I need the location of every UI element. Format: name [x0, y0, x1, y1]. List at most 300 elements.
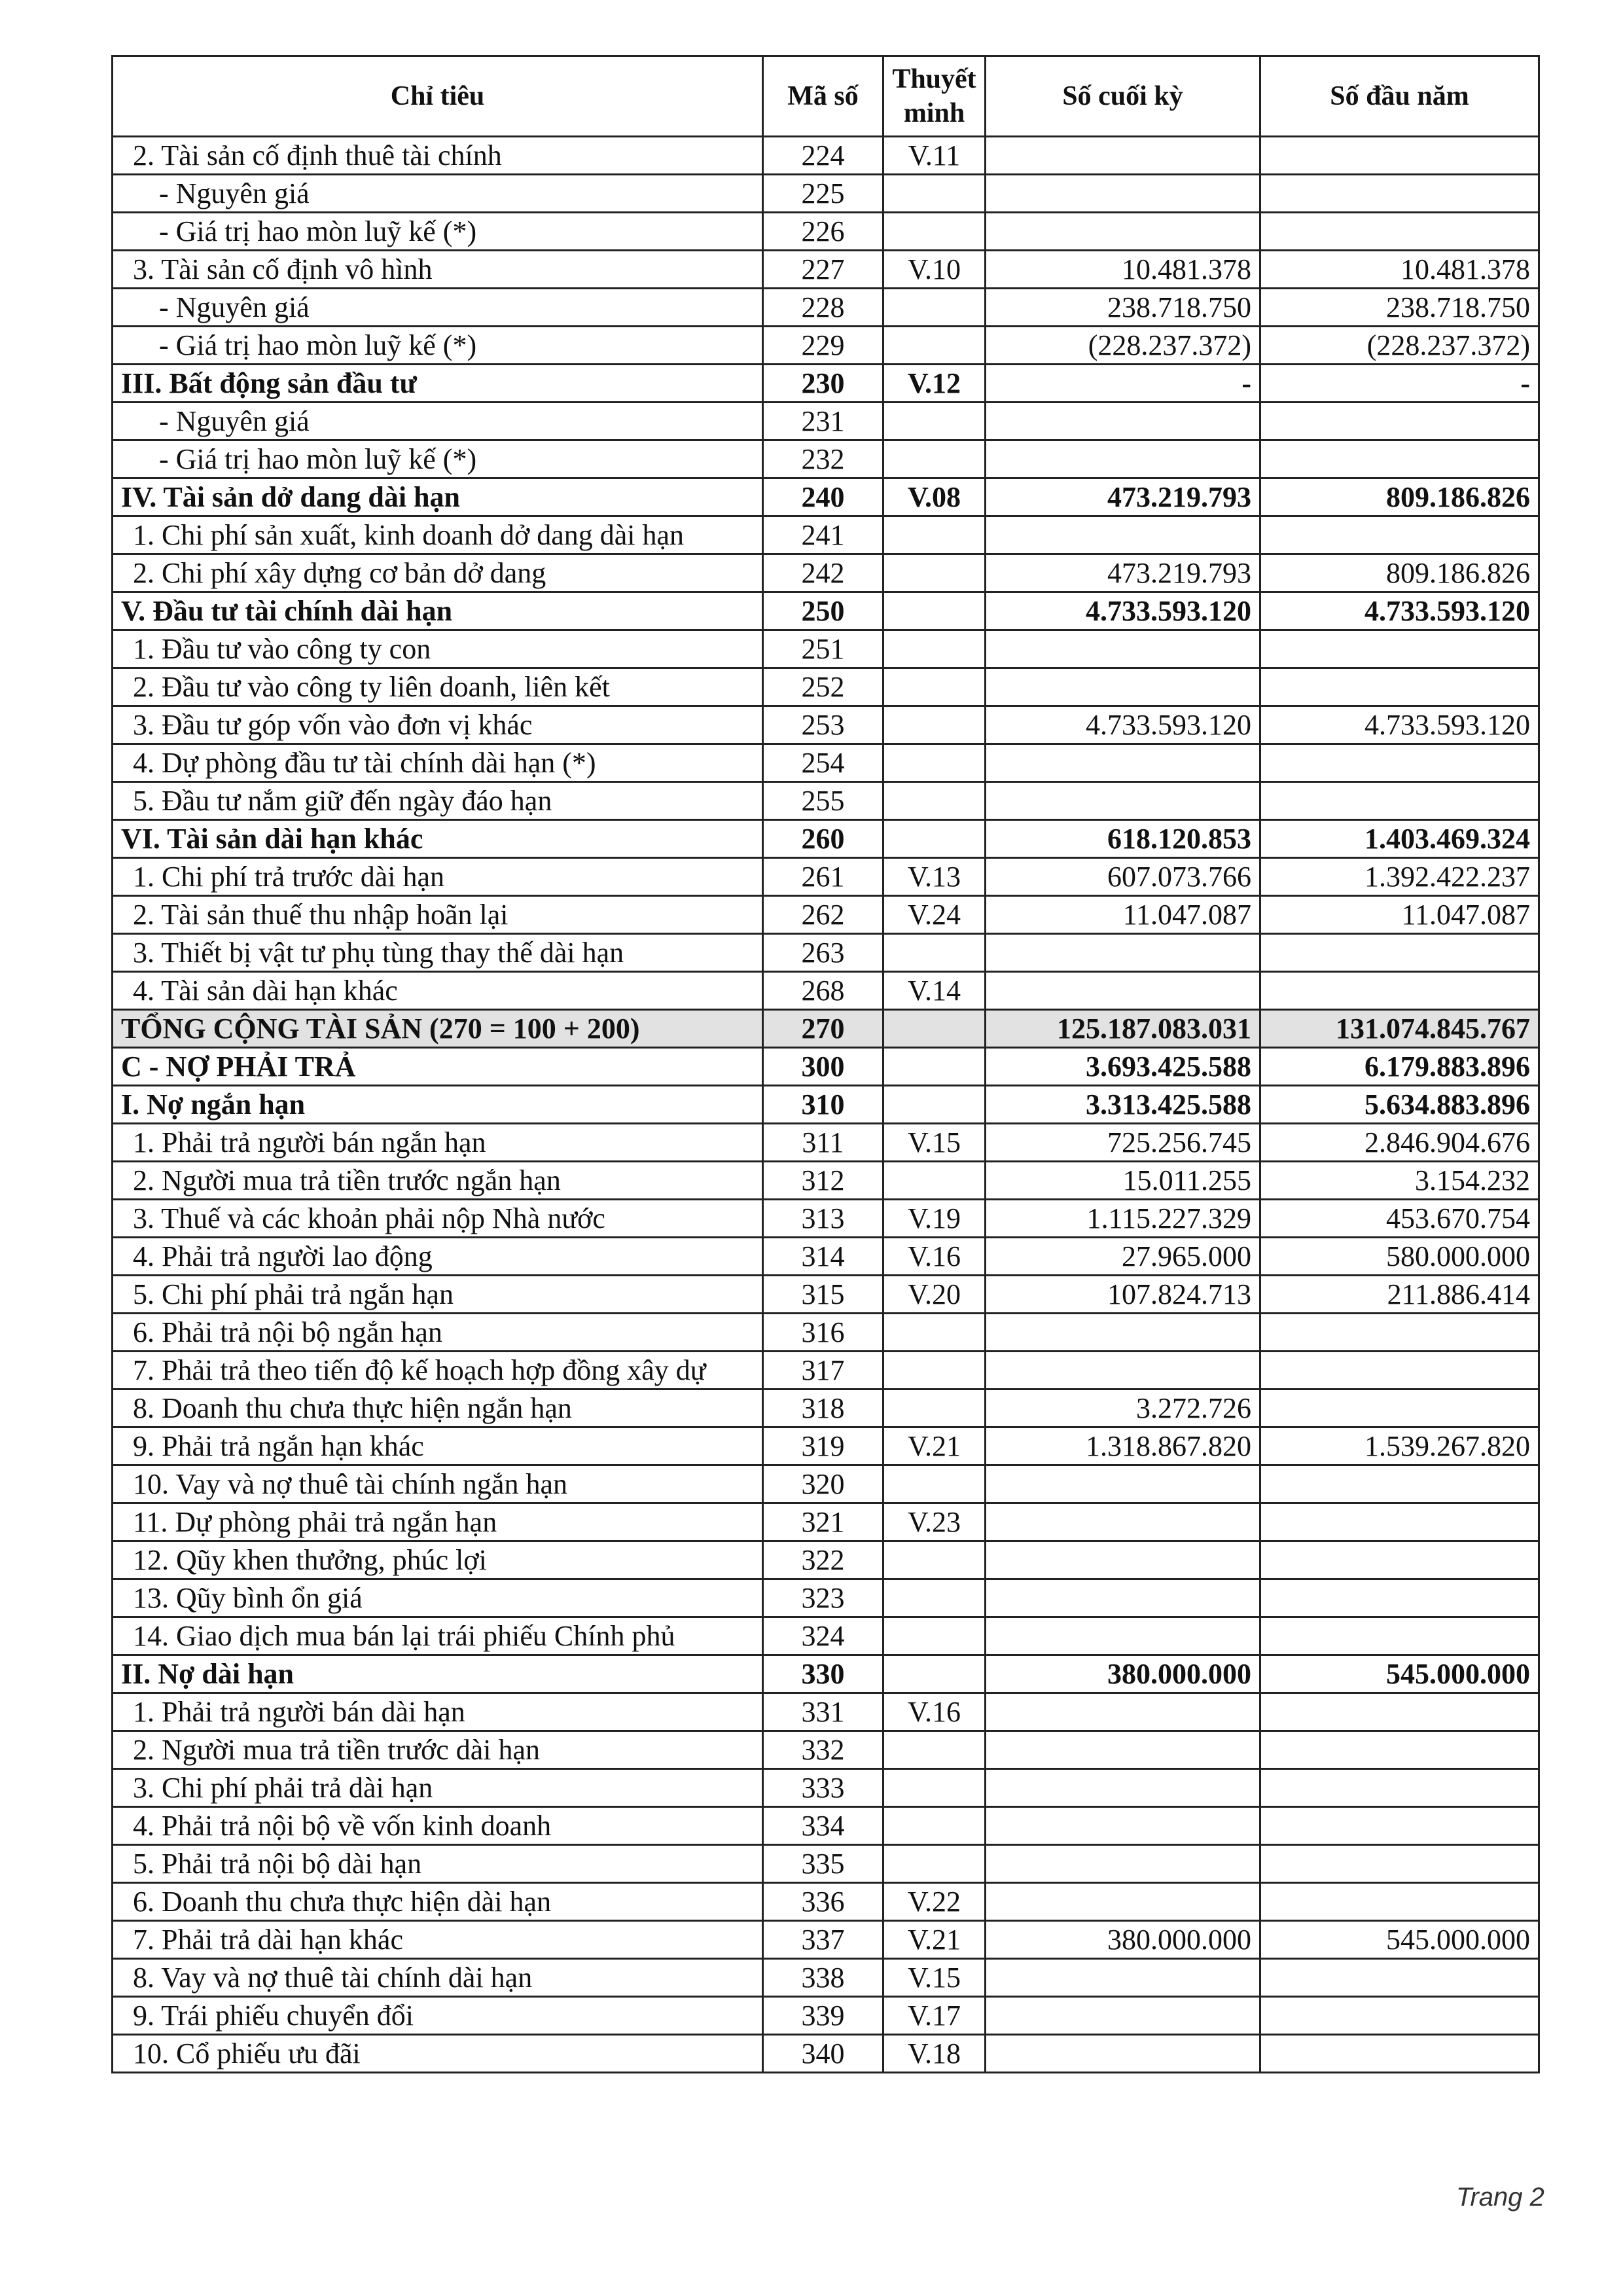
row-start-value	[1260, 1997, 1539, 2035]
row-end-value: 15.011.255	[986, 1162, 1260, 1200]
row-code: 313	[763, 1200, 883, 1238]
row-label: - Nguyên giá	[113, 403, 763, 440]
row-start-value: 4.733.593.120	[1260, 706, 1539, 744]
row-start-value	[1260, 1731, 1539, 1769]
row-label: 10. Vay và nợ thuê tài chính ngắn hạn	[113, 1465, 763, 1503]
row-start-value	[1260, 1465, 1539, 1503]
row-start-value	[1260, 1769, 1539, 1807]
row-code: 229	[763, 327, 883, 365]
row-start-value	[1260, 213, 1539, 251]
row-label: 5. Đầu tư nắm giữ đến ngày đáo hạn	[113, 782, 763, 820]
row-code: 318	[763, 1390, 883, 1427]
row-label: 1. Phải trả người bán dài hạn	[113, 1693, 763, 1731]
row-code: 311	[763, 1124, 883, 1162]
row-start-value	[1260, 1503, 1539, 1541]
table-row	[113, 1427, 1539, 1465]
row-note	[883, 213, 986, 251]
row-start-value	[1260, 1807, 1539, 1845]
row-code: 251	[763, 630, 883, 668]
row-note: V.08	[883, 478, 986, 516]
row-start-value	[1260, 972, 1539, 1010]
row-label: 1. Phải trả người bán ngắn hạn	[113, 1124, 763, 1162]
table-row	[113, 706, 1539, 744]
row-label: 2. Tài sản thuế thu nhập hoãn lại	[113, 896, 763, 934]
row-label: 1. Chi phí trả trước dài hạn	[113, 858, 763, 896]
row-note: V.21	[883, 1921, 986, 1959]
row-end-value	[986, 440, 1260, 478]
row-note: V.23	[883, 1503, 986, 1541]
row-end-value: 380.000.000	[986, 1921, 1260, 1959]
row-start-value	[1260, 744, 1539, 782]
row-end-value: 125.187.083.031	[986, 1010, 1260, 1048]
row-code: 250	[763, 592, 883, 630]
row-end-value	[986, 1579, 1260, 1617]
row-note: V.17	[883, 1997, 986, 2035]
row-label: 9. Phải trả ngắn hạn khác	[113, 1427, 763, 1465]
table-row	[113, 1997, 1539, 2035]
table-row	[113, 137, 1539, 175]
row-end-value	[986, 1314, 1260, 1352]
row-label: 4. Phải trả nội bộ về vốn kinh doanh	[113, 1807, 763, 1845]
table-row	[113, 782, 1539, 820]
row-label: - Giá trị hao mòn luỹ kế (*)	[113, 440, 763, 478]
row-note	[883, 630, 986, 668]
table-row	[113, 1617, 1539, 1655]
row-label: III. Bất động sản đầu tư	[113, 365, 763, 403]
row-label: 2. Tài sản cố định thuê tài chính	[113, 137, 763, 175]
table-row	[113, 1655, 1539, 1693]
row-label: 9. Trái phiếu chuyển đổi	[113, 1997, 763, 2035]
row-label: 4. Tài sản dài hạn khác	[113, 972, 763, 1010]
table-row	[113, 1541, 1539, 1579]
row-end-value: 27.965.000	[986, 1238, 1260, 1276]
table-row	[113, 1200, 1539, 1238]
row-note	[883, 706, 986, 744]
row-end-value	[986, 1807, 1260, 1845]
row-note: V.18	[883, 2035, 986, 2073]
row-start-value	[1260, 934, 1539, 972]
row-note: V.15	[883, 1959, 986, 1997]
row-start-value	[1260, 516, 1539, 554]
table-row	[113, 1390, 1539, 1427]
row-end-value	[986, 403, 1260, 440]
row-start-value: 580.000.000	[1260, 1238, 1539, 1276]
row-end-value: 238.718.750	[986, 289, 1260, 327]
row-label: IV. Tài sản dở dang dài hạn	[113, 478, 763, 516]
row-start-value: (228.237.372)	[1260, 327, 1539, 365]
row-note: V.15	[883, 1124, 986, 1162]
row-start-value: 809.186.826	[1260, 554, 1539, 592]
row-start-value: 211.886.414	[1260, 1276, 1539, 1314]
row-code: 338	[763, 1959, 883, 1997]
row-label: 3. Chi phí phải trả dài hạn	[113, 1769, 763, 1807]
header-ma-so: Mã số	[763, 56, 883, 137]
row-end-value: 380.000.000	[986, 1655, 1260, 1693]
table-row	[113, 744, 1539, 782]
row-note	[883, 1048, 986, 1086]
row-end-value: 4.733.593.120	[986, 706, 1260, 744]
row-note	[883, 327, 986, 365]
table-row	[113, 1845, 1539, 1883]
table-row	[113, 1162, 1539, 1200]
row-label: 8. Doanh thu chưa thực hiện ngắn hạn	[113, 1390, 763, 1427]
row-code: 340	[763, 2035, 883, 2073]
row-note	[883, 592, 986, 630]
row-end-value	[986, 1845, 1260, 1883]
row-end-value	[986, 1352, 1260, 1390]
row-start-value: 2.846.904.676	[1260, 1124, 1539, 1162]
row-end-value	[986, 1997, 1260, 2035]
row-note: V.20	[883, 1276, 986, 1314]
row-note	[883, 1579, 986, 1617]
row-start-value: 545.000.000	[1260, 1655, 1539, 1693]
row-code: 334	[763, 1807, 883, 1845]
row-note	[883, 175, 986, 213]
row-label: 3. Thuế và các khoản phải nộp Nhà nước	[113, 1200, 763, 1238]
row-label: - Giá trị hao mòn luỹ kế (*)	[113, 213, 763, 251]
row-code: 225	[763, 175, 883, 213]
row-code: 339	[763, 1997, 883, 2035]
row-code: 253	[763, 706, 883, 744]
row-label: 2. Người mua trả tiền trước ngắn hạn	[113, 1162, 763, 1200]
row-code: 330	[763, 1655, 883, 1693]
row-code: 337	[763, 1921, 883, 1959]
row-note: V.22	[883, 1883, 986, 1921]
row-start-value	[1260, 1541, 1539, 1579]
row-end-value	[986, 1731, 1260, 1769]
row-code: 226	[763, 213, 883, 251]
row-note: V.21	[883, 1427, 986, 1465]
row-end-value: -	[986, 365, 1260, 403]
row-code: 323	[763, 1579, 883, 1617]
row-end-value	[986, 1883, 1260, 1921]
row-note	[883, 1655, 986, 1693]
table-row	[113, 972, 1539, 1010]
table-row	[113, 1731, 1539, 1769]
row-code: 263	[763, 934, 883, 972]
table-row	[113, 289, 1539, 327]
row-note: V.10	[883, 251, 986, 289]
row-start-value	[1260, 1390, 1539, 1427]
table-row	[113, 213, 1539, 251]
header-row	[113, 56, 1539, 137]
row-note	[883, 403, 986, 440]
row-code: 316	[763, 1314, 883, 1352]
row-note	[883, 934, 986, 972]
table-row	[113, 1921, 1539, 1959]
row-end-value: 3.313.425.588	[986, 1086, 1260, 1124]
row-start-value: 1.539.267.820	[1260, 1427, 1539, 1465]
row-end-value: 4.733.593.120	[986, 592, 1260, 630]
row-code: 324	[763, 1617, 883, 1655]
table-row	[113, 1693, 1539, 1731]
row-end-value	[986, 137, 1260, 175]
row-label: V. Đầu tư tài chính dài hạn	[113, 592, 763, 630]
table-row	[113, 1465, 1539, 1503]
row-start-value: 545.000.000	[1260, 1921, 1539, 1959]
row-start-value: 1.392.422.237	[1260, 858, 1539, 896]
row-end-value: (228.237.372)	[986, 327, 1260, 365]
row-end-value: 11.047.087	[986, 896, 1260, 934]
row-code: 232	[763, 440, 883, 478]
row-start-value	[1260, 1693, 1539, 1731]
row-note	[883, 1465, 986, 1503]
row-label: 12. Qũy khen thưởng, phúc lợi	[113, 1541, 763, 1579]
row-code: 227	[763, 251, 883, 289]
row-code: 322	[763, 1541, 883, 1579]
row-label: 4. Phải trả người lao động	[113, 1238, 763, 1276]
row-code: 268	[763, 972, 883, 1010]
row-label: 7. Phải trả theo tiến độ kế hoạch hợp đồng xây dự	[113, 1352, 763, 1390]
row-label: 2. Đầu tư vào công ty liên doanh, liên kết	[113, 668, 763, 706]
row-start-value	[1260, 782, 1539, 820]
row-label: 6. Doanh thu chưa thực hiện dài hạn	[113, 1883, 763, 1921]
table-row	[113, 554, 1539, 592]
row-label: 10. Cổ phiếu ưu đãi	[113, 2035, 763, 2073]
row-start-value: 809.186.826	[1260, 478, 1539, 516]
row-end-value: 725.256.745	[986, 1124, 1260, 1162]
row-note	[883, 782, 986, 820]
row-label: 2. Người mua trả tiền trước dài hạn	[113, 1731, 763, 1769]
row-note	[883, 1617, 986, 1655]
row-label: TỔNG CỘNG TÀI SẢN (270 = 100 + 200)	[113, 1010, 763, 1048]
table-row	[113, 820, 1539, 858]
row-code: 320	[763, 1465, 883, 1503]
row-label: 13. Qũy bình ổn giá	[113, 1579, 763, 1617]
row-start-value: 10.481.378	[1260, 251, 1539, 289]
table-row	[113, 516, 1539, 554]
row-end-value	[986, 972, 1260, 1010]
table-row	[113, 896, 1539, 934]
row-start-value: 5.634.883.896	[1260, 1086, 1539, 1124]
row-start-value	[1260, 403, 1539, 440]
row-end-value	[986, 175, 1260, 213]
row-note: V.16	[883, 1238, 986, 1276]
row-end-value	[986, 1617, 1260, 1655]
table-row	[113, 1276, 1539, 1314]
row-label: I. Nợ ngắn hạn	[113, 1086, 763, 1124]
row-start-value: -	[1260, 365, 1539, 403]
table-row	[113, 327, 1539, 365]
row-note	[883, 1352, 986, 1390]
row-code: 331	[763, 1693, 883, 1731]
row-start-value	[1260, 1352, 1539, 1390]
row-note	[883, 1162, 986, 1200]
row-label: - Nguyên giá	[113, 289, 763, 327]
row-end-value	[986, 1541, 1260, 1579]
row-label: - Giá trị hao mòn luỹ kế (*)	[113, 327, 763, 365]
table-row	[113, 630, 1539, 668]
row-code: 228	[763, 289, 883, 327]
row-note	[883, 668, 986, 706]
row-note	[883, 1845, 986, 1883]
row-start-value: 453.670.754	[1260, 1200, 1539, 1238]
table-row	[113, 1048, 1539, 1086]
table-row	[113, 1579, 1539, 1617]
table-row	[113, 668, 1539, 706]
row-code: 300	[763, 1048, 883, 1086]
row-start-value	[1260, 1883, 1539, 1921]
row-note: V.24	[883, 896, 986, 934]
row-note	[883, 744, 986, 782]
row-code: 255	[763, 782, 883, 820]
row-code: 319	[763, 1427, 883, 1465]
row-end-value: 1.318.867.820	[986, 1427, 1260, 1465]
table-row	[113, 440, 1539, 478]
row-end-value: 473.219.793	[986, 554, 1260, 592]
row-end-value: 107.824.713	[986, 1276, 1260, 1314]
table-row	[113, 592, 1539, 630]
row-label: - Nguyên giá	[113, 175, 763, 213]
row-code: 312	[763, 1162, 883, 1200]
row-code: 314	[763, 1238, 883, 1276]
row-code: 262	[763, 896, 883, 934]
row-code: 241	[763, 516, 883, 554]
row-end-value: 607.073.766	[986, 858, 1260, 896]
row-code: 333	[763, 1769, 883, 1807]
row-start-value	[1260, 175, 1539, 213]
row-end-value	[986, 782, 1260, 820]
row-end-value	[986, 516, 1260, 554]
table-row	[113, 1503, 1539, 1541]
table-row	[113, 1124, 1539, 1162]
row-code: 231	[763, 403, 883, 440]
row-note	[883, 1541, 986, 1579]
row-end-value	[986, 1959, 1260, 1997]
row-note	[883, 289, 986, 327]
row-note: V.11	[883, 137, 986, 175]
row-end-value: 618.120.853	[986, 820, 1260, 858]
row-label: 1. Chi phí sản xuất, kinh doanh dở dang dài hạn	[113, 516, 763, 554]
row-code: 270	[763, 1010, 883, 1048]
table-row	[113, 858, 1539, 896]
row-note	[883, 1314, 986, 1352]
row-label: 14. Giao dịch mua bán lại trái phiếu Chính phủ	[113, 1617, 763, 1655]
row-code: 317	[763, 1352, 883, 1390]
table-row	[113, 1010, 1539, 1048]
row-end-value: 10.481.378	[986, 251, 1260, 289]
row-label: 5. Phải trả nội bộ dài hạn	[113, 1845, 763, 1883]
row-label: C - NỢ PHẢI TRẢ	[113, 1048, 763, 1086]
row-note	[883, 1010, 986, 1048]
row-note: V.16	[883, 1693, 986, 1731]
row-start-value	[1260, 1959, 1539, 1997]
row-note	[883, 820, 986, 858]
row-start-value	[1260, 630, 1539, 668]
row-label: VI. Tài sản dài hạn khác	[113, 820, 763, 858]
row-start-value: 6.179.883.896	[1260, 1048, 1539, 1086]
row-start-value: 1.403.469.324	[1260, 820, 1539, 858]
table-row	[113, 1352, 1539, 1390]
table-row	[113, 251, 1539, 289]
row-end-value	[986, 1693, 1260, 1731]
row-end-value	[986, 744, 1260, 782]
row-code: 260	[763, 820, 883, 858]
row-label: 4. Dự phòng đầu tư tài chính dài hạn (*)	[113, 744, 763, 782]
row-note	[883, 554, 986, 592]
row-code: 336	[763, 1883, 883, 1921]
table-row	[113, 934, 1539, 972]
row-label: 2. Chi phí xây dựng cơ bản dở dang	[113, 554, 763, 592]
row-label: 3. Thiết bị vật tư phụ tùng thay thế dài hạn	[113, 934, 763, 972]
row-end-value	[986, 1769, 1260, 1807]
row-code: 240	[763, 478, 883, 516]
row-label: II. Nợ dài hạn	[113, 1655, 763, 1693]
row-code: 332	[763, 1731, 883, 1769]
row-start-value	[1260, 1579, 1539, 1617]
row-code: 230	[763, 365, 883, 403]
row-end-value	[986, 630, 1260, 668]
header-so-dau-nam: Số đầu năm	[1260, 56, 1539, 137]
row-end-value	[986, 934, 1260, 972]
table-row	[113, 1807, 1539, 1845]
table-row	[113, 1314, 1539, 1352]
row-start-value: 238.718.750	[1260, 289, 1539, 327]
row-note	[883, 1390, 986, 1427]
row-end-value: 3.272.726	[986, 1390, 1260, 1427]
row-start-value	[1260, 1314, 1539, 1352]
row-code: 321	[763, 1503, 883, 1541]
header-chi-tieu: Chỉ tiêu	[113, 56, 763, 137]
row-note	[883, 516, 986, 554]
row-code: 224	[763, 137, 883, 175]
row-end-value	[986, 668, 1260, 706]
row-label: 5. Chi phí phải trả ngắn hạn	[113, 1276, 763, 1314]
table-row	[113, 175, 1539, 213]
row-end-value: 1.115.227.329	[986, 1200, 1260, 1238]
table-row	[113, 1769, 1539, 1807]
row-code: 254	[763, 744, 883, 782]
row-end-value: 473.219.793	[986, 478, 1260, 516]
table-row	[113, 2035, 1539, 2073]
row-label: 8. Vay và nợ thuê tài chính dài hạn	[113, 1959, 763, 1997]
row-end-value	[986, 1503, 1260, 1541]
row-note	[883, 1769, 986, 1807]
row-code: 252	[763, 668, 883, 706]
row-code: 261	[763, 858, 883, 896]
header-so-cuoi-ky: Số cuối kỳ	[986, 56, 1260, 137]
row-start-value	[1260, 440, 1539, 478]
row-code: 335	[763, 1845, 883, 1883]
row-label: 7. Phải trả dài hạn khác	[113, 1921, 763, 1959]
balance-sheet-table-wrapper	[111, 55, 1538, 2073]
row-start-value	[1260, 137, 1539, 175]
row-label: 6. Phải trả nội bộ ngắn hạn	[113, 1314, 763, 1352]
row-note: V.12	[883, 365, 986, 403]
row-start-value	[1260, 1617, 1539, 1655]
table-row	[113, 1959, 1539, 1997]
row-start-value	[1260, 2035, 1539, 2073]
table-row	[113, 1238, 1539, 1276]
row-start-value: 4.733.593.120	[1260, 592, 1539, 630]
row-start-value	[1260, 668, 1539, 706]
row-note	[883, 1086, 986, 1124]
row-code: 310	[763, 1086, 883, 1124]
row-label: 3. Tài sản cố định vô hình	[113, 251, 763, 289]
table-row	[113, 403, 1539, 440]
row-code: 315	[763, 1276, 883, 1314]
table-body	[113, 137, 1539, 2073]
row-note: V.14	[883, 972, 986, 1010]
row-end-value	[986, 213, 1260, 251]
row-start-value: 3.154.232	[1260, 1162, 1539, 1200]
row-label: 1. Đầu tư vào công ty con	[113, 630, 763, 668]
row-start-value: 11.047.087	[1260, 896, 1539, 934]
header-thuyet-minh: Thuyết minh	[883, 56, 986, 137]
row-end-value	[986, 2035, 1260, 2073]
table-row	[113, 1883, 1539, 1921]
row-end-value	[986, 1465, 1260, 1503]
